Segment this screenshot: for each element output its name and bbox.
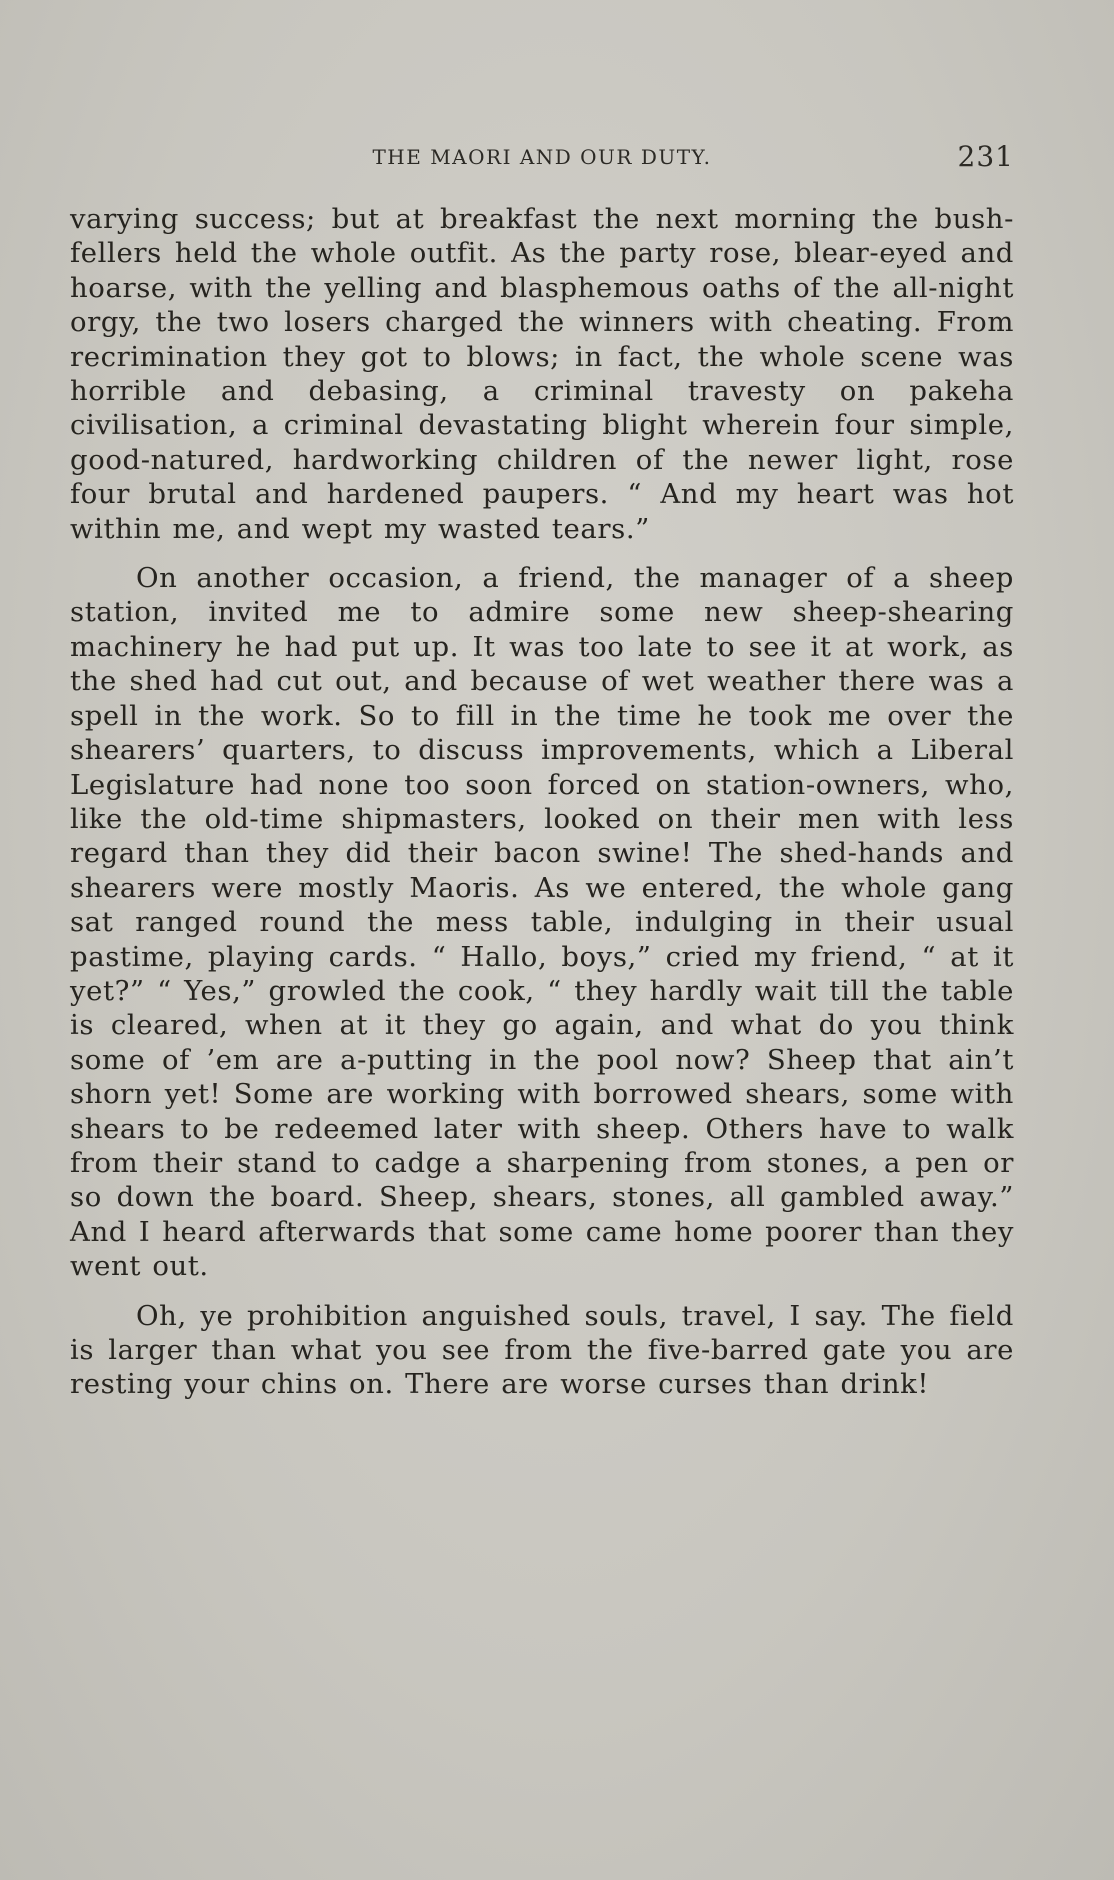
body-text — [70, 202, 1014, 1417]
paragraph-prohibition: Oh, ye prohibition anguished souls, travel, I say. The field is larger than what you see from the five-barred gate you are resting your chins on. There are worse curses than drink! — [70, 1299, 1014, 1401]
paragraph-continued: varying success; but at breakfast the next morning the bush-fellers held the whole outfit. As the party rose, blear-eyed and hoarse, with the yelling and blasphemous oaths of the all-night orgy, the two losers charged the winners with cheating. From recrimination they got to blows; in fact, the whole scene was horrible and debasing, a criminal travesty on pakeha civilisation, a criminal devastating blight wherein four simple, good-natured, hardworking children of the newer light, rose four brutal and hardened paupers. “ And my heart was hot within me, and wept my wasted tears.” — [70, 203, 1014, 545]
paragraph-sheep-station: On another occasion, a friend, the manager of a sheep station, invited me to admire some new sheep-shearing machinery he had put up. It was too late to see it at work, as the shed had cut out, and because of wet weather there was a spell in the work. So to fill in the time he took me over the shearers’ quarters, to discuss improvements, which a Liberal Legislature had none too soon forced on station-owners, who, like the old-time shipmasters, looked on their men with less regard than they did their bacon swine! The shed-hands and shearers were mostly Maoris. As we entered, the whole gang sat ranged round the mess table, indulging in their usual pastime, playing cards. “ Hallo, boys,” cried my friend, “ at it yet?” “ Yes,” growled the cook, “ they hardly wait till the table is cleared, when at it they go again, and what do you think some of ’em are a-putting in the pool now? Sheep that ain’t shorn yet! Some are working with borrowed shears, some with shears to be redeemed later with sheep. Others have to walk from their stand to cadge a sharpening from stones, a pen or so down the board. Sheep, shears, stones, all gambled away.” And I heard afterwards that some came home poorer than they went out. — [70, 562, 1014, 1283]
running-title: THE MAORI AND OUR DUTY. — [372, 145, 712, 169]
page-number: 231 — [957, 140, 1014, 173]
running-head — [70, 140, 1014, 174]
